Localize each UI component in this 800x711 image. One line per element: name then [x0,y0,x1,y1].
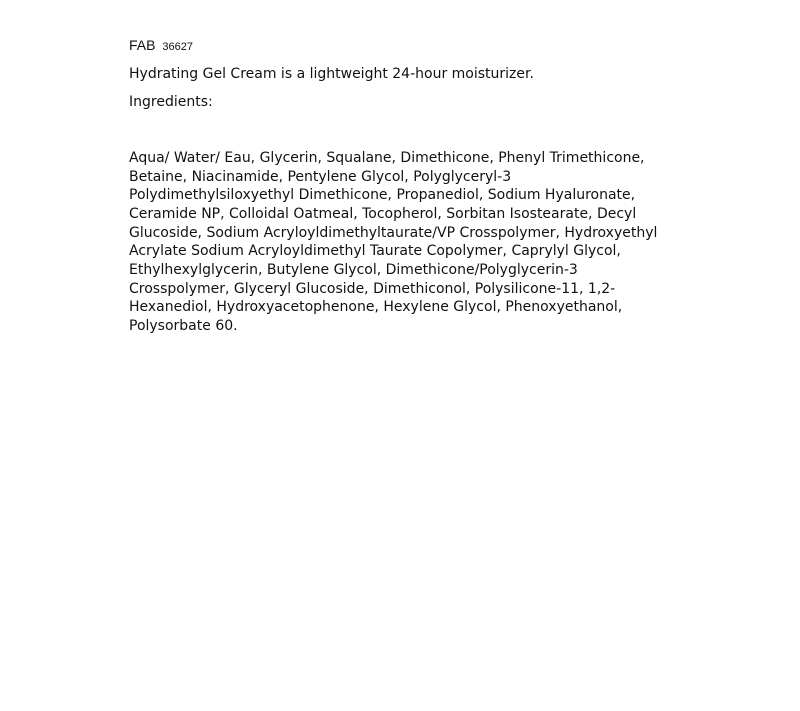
brand-name: FAB [129,37,156,53]
ingredients-list: Aqua/ Water/ Eau, Glycerin, Squalane, Dimethicone, Phenyl Trimethicone, Betaine, Niacinamide, Pentylene Glycol, Polyglyceryl-3 Polydimethylsiloxyethyl Dimethicone, Propanediol, Sodium Hyaluronate, Ceramide NP, Colloidal Oatmeal, Tocopherol, Sorbitan Isostearate, Decyl Glucoside, Sodium Acryloyldimethyltaurate/VP Crosspolymer, Hydroxyethyl Acrylate Sodium Acryloyldimethyl Taurate Copolymer, Caprylyl Glycol, Ethylhexylglycerin, Butylene Glycol, Dimethicone/Polyglycerin-3 Crosspolymer, Glyceryl Glucoside, Dimethiconol, Polysilicone-11, 1,2-Hexanediol, Hydroxyacetophenone, Hexylene Glycol, Phenoxyethanol, Polysorbate 60. [129,150,658,334]
brand-header [129,36,669,56]
product-description: Hydrating Gel Cream is a lightweight 24-hour moisturizer. [129,66,534,82]
product-info [129,36,669,336]
ingredients-heading: Ingredients: [129,94,213,110]
product-code: 36627 [162,41,193,53]
